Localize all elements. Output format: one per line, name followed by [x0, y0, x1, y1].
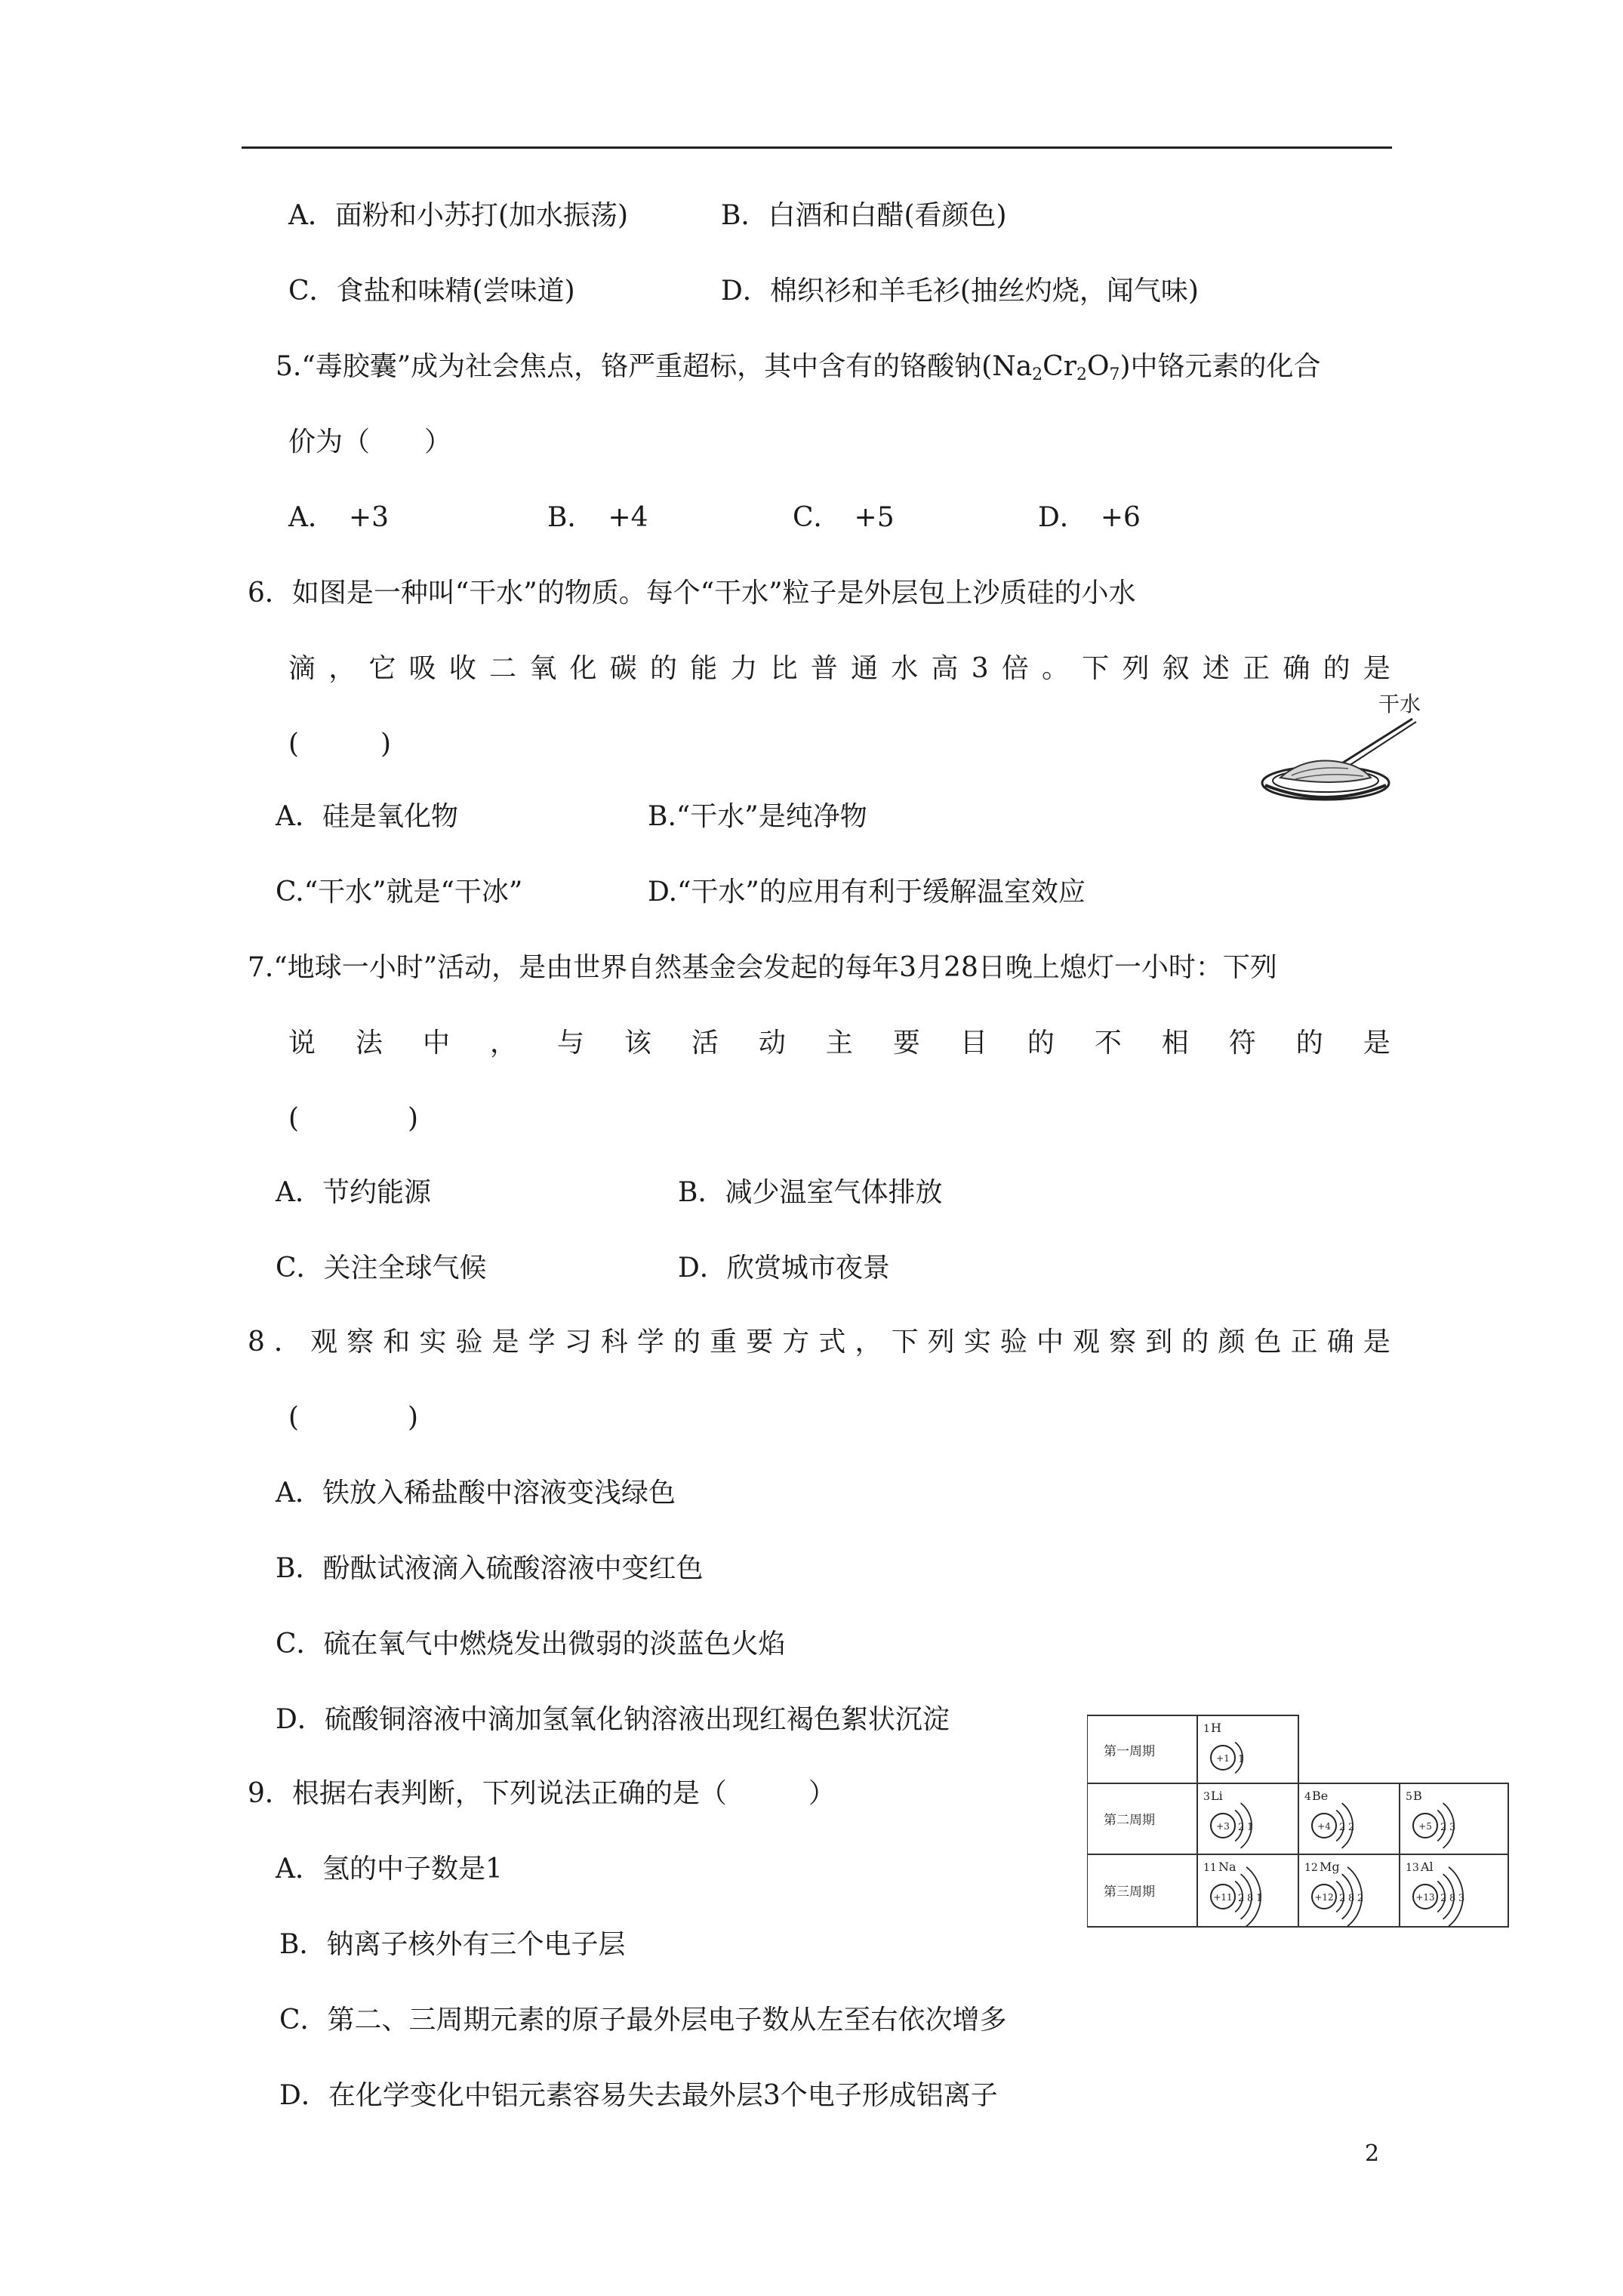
- q7-option-a: A．节约能源: [276, 1177, 431, 1208]
- q6-stem-line2: 滴 ， 它 吸 收 二 氧 化 碳 的 能 力 比 普 通 水 高 3 倍 。 下 列 叙 述 正 确 的 是: [288, 653, 1390, 684]
- element-al-charge: +13: [1415, 1892, 1435, 1903]
- element-be-symbol: Be: [1312, 1789, 1329, 1803]
- element-mg-charge: +12: [1314, 1892, 1334, 1903]
- element-mg-shell-count: 2: [1339, 1893, 1346, 1904]
- q9-stem: 9．根据右表判断，下列说法正确的是（ ）: [248, 1778, 836, 1809]
- element-al-shell-count: 8: [1449, 1893, 1456, 1904]
- q6-option-d: D.“干水”的应用有利于缓解温室效应: [648, 877, 1086, 908]
- element-li-shell-count: 2: [1238, 1822, 1245, 1833]
- q8-option-c: C．硫在氧气中燃烧发出微弱的淡蓝色火焰: [276, 1629, 786, 1660]
- q8-option-d: D．硫酸铜溶液中滴加氢氧化钠溶液出现红褐色絮状沉淀: [276, 1704, 950, 1735]
- page-number: 2: [1365, 2140, 1380, 2167]
- dry-water-label: 干水: [1378, 692, 1421, 717]
- q7-option-b: B．减少温室气体排放: [678, 1177, 943, 1208]
- element-b-charge: +5: [1418, 1821, 1432, 1832]
- q5-formula: $Na_2Cr_2O_7$: [992, 351, 1120, 384]
- element-na-shell-count: 8: [1247, 1893, 1254, 1904]
- q6-option-b: B.“干水”是纯净物: [648, 801, 867, 832]
- header-rule: [242, 146, 1392, 149]
- element-al-shell-count: 2: [1440, 1893, 1447, 1904]
- element-na-symbol: Na: [1218, 1860, 1236, 1874]
- q9-option-d: D．在化学变化中铝元素容易失去最外层3个电子形成铝离子: [279, 2080, 998, 2111]
- element-b-shell-count: 2: [1440, 1822, 1447, 1833]
- periodic-table-figure: [1087, 1714, 1510, 1929]
- q8-option-b: B．酚酞试液滴入硫酸溶液中变红色: [276, 1553, 704, 1584]
- q5-option-c: C． +5: [793, 502, 895, 533]
- element-mg-shell-count: 2: [1357, 1893, 1364, 1904]
- q8-option-a: A．铁放入稀盐酸中溶液变浅绿色: [276, 1478, 676, 1509]
- q5-stem-pre: 5.“毒胶囊”成为社会焦点，铬严重超标，其中含有的铬酸钠(: [276, 351, 993, 382]
- element-li-symbol: Li: [1211, 1789, 1223, 1803]
- element-al-symbol: Al: [1421, 1860, 1434, 1874]
- q5-stem: [276, 350, 1321, 392]
- period-label-3: 第三周期: [1104, 1885, 1155, 1900]
- q5-option-d: D． +6: [1038, 502, 1141, 533]
- q7-stem-line1: 7.“地球一小时”活动，是由世界自然基金会发起的每年3月28日晚上熄灯一小时：下列: [248, 952, 1277, 983]
- q6-stem-line1: 6．如图是一种叫“干水”的物质。每个“干水”粒子是外层包上沙质硅的小水: [248, 578, 1136, 609]
- element-mg-number: 12: [1304, 1862, 1318, 1874]
- element-mg-symbol: Mg: [1320, 1860, 1340, 1874]
- q9-option-a: A．氢的中子数是1: [276, 1854, 503, 1885]
- element-be-shell-count: 2: [1339, 1822, 1346, 1833]
- element-na-shell-count: 2: [1238, 1893, 1245, 1904]
- element-na-charge: +11: [1213, 1892, 1233, 1903]
- q9-option-c: C．第二、三周期元素的原子最外层电子数从左至右依次增多: [279, 2005, 1007, 2036]
- element-b-number: 5: [1406, 1791, 1412, 1803]
- element-be-shell-count: 2: [1348, 1822, 1355, 1833]
- element-be-charge: +4: [1317, 1821, 1331, 1832]
- q7-option-c: C．关注全球气候: [276, 1253, 487, 1284]
- element-al-number: 13: [1406, 1862, 1419, 1874]
- q5-stem-line2: 价为（ ）: [288, 427, 452, 458]
- element-li-shell-count: 1: [1247, 1822, 1254, 1833]
- q8-stem-line1: 8 ． 观 察 和 实 验 是 学 习 科 学 的 重 要 方 式 ， 下 列 实 验 中 观 察 到 的 颜 色 正 确 是: [248, 1327, 1390, 1358]
- q4-option-c: C．食盐和味精(尝味道): [288, 276, 575, 307]
- element-be-number: 4: [1304, 1791, 1311, 1803]
- q5-option-a: A． +3: [288, 502, 390, 533]
- element-b-symbol: B: [1413, 1789, 1422, 1803]
- q4-option-a: A．面粉和小苏打(加水振荡): [288, 200, 629, 231]
- q4-option-b: B．白酒和白醋(看颜色): [721, 200, 1007, 231]
- q7-option-d: D．欣赏城市夜景: [678, 1253, 890, 1284]
- q5-stem-post: )中铬元素的化合: [1119, 351, 1321, 382]
- element-mg-shell-count: 8: [1348, 1893, 1355, 1904]
- element-h-charge: +1: [1216, 1753, 1230, 1764]
- element-h-number: 1: [1203, 1723, 1210, 1735]
- element-na-number: 11: [1203, 1862, 1217, 1874]
- q7-stem-line3: ( ): [288, 1103, 419, 1134]
- element-h-symbol: H: [1211, 1721, 1221, 1735]
- element-li-number: 3: [1203, 1791, 1210, 1803]
- element-li-charge: +3: [1216, 1821, 1230, 1832]
- dry-water-figure: [1258, 689, 1439, 809]
- element-h-shell-count: 1: [1238, 1754, 1245, 1765]
- element-al-shell-count: 3: [1458, 1893, 1465, 1904]
- q8-stem-line2: ( ): [288, 1402, 419, 1433]
- q6-option-a: A．硅是氧化物: [276, 801, 458, 832]
- element-na-shell-count: 1: [1256, 1893, 1263, 1904]
- period-label-2: 第二周期: [1104, 1813, 1155, 1828]
- q4-option-d: D．棉织衫和羊毛衫(抽丝灼烧，闻气味): [721, 276, 1199, 307]
- element-b-shell-count: 3: [1449, 1822, 1456, 1833]
- q7-stem-line2: 说 法 中 ， 与 该 活 动 主 要 目 的 不 相 符 的 是: [288, 1028, 1390, 1059]
- q6-stem-line3: ( ): [288, 729, 392, 760]
- q9-option-b: B．钠离子核外有三个电子层: [279, 1929, 626, 1960]
- period-label-1: 第一周期: [1104, 1744, 1155, 1759]
- q6-option-c: C.“干水”就是“干冰”: [276, 877, 523, 908]
- q5-option-b: B． +4: [547, 502, 648, 533]
